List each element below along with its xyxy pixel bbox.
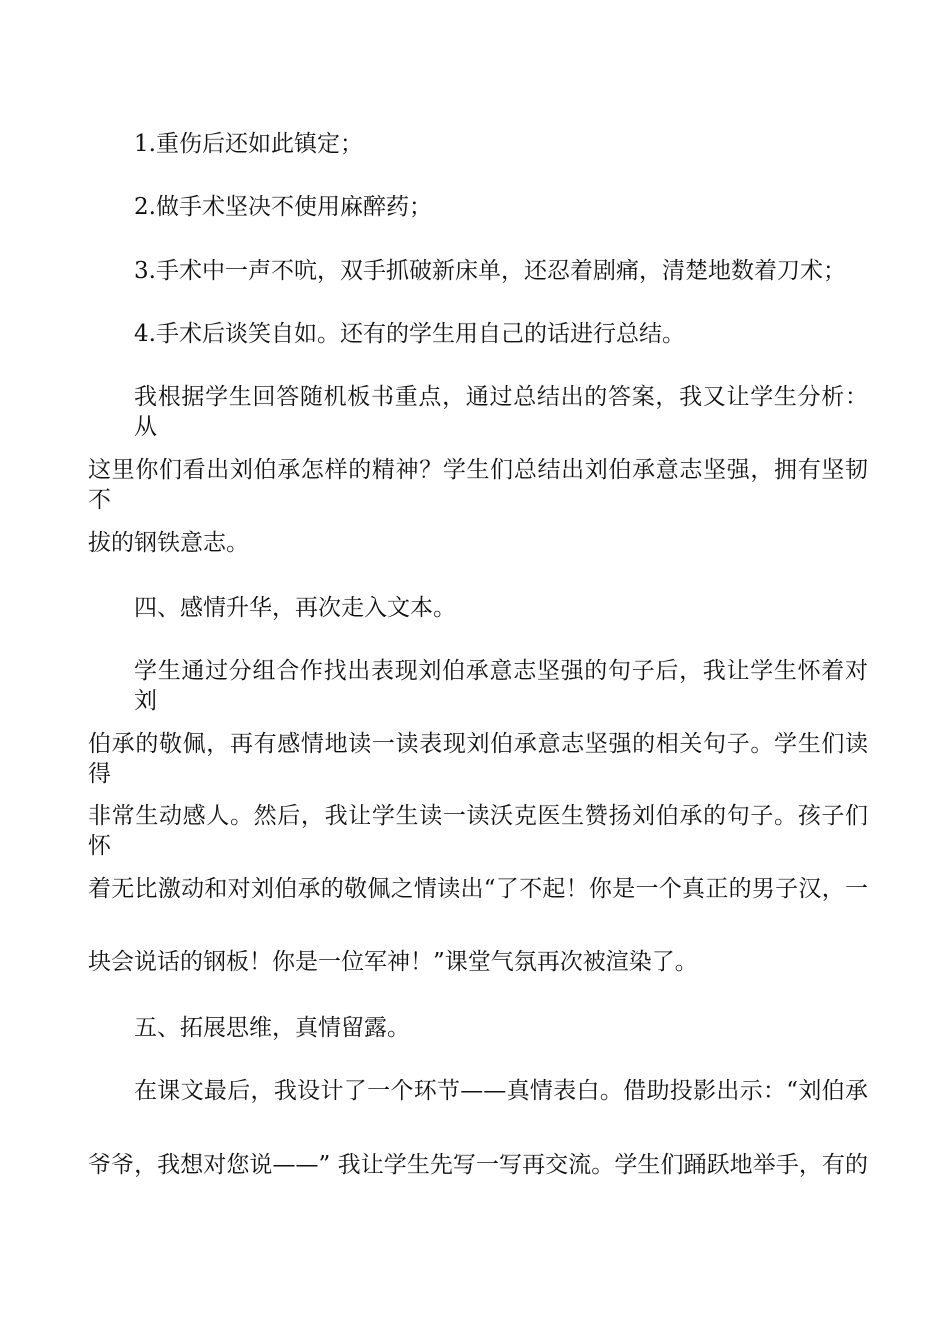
section-heading-5: 五、拓展思维，真情留露。	[134, 1015, 410, 1041]
paragraph-line: 学生通过分组合作找出表现刘伯承意志坚强的句子后，我让学生怀着对刘	[134, 658, 868, 714]
list-item-2: 2.做手术坚决不使用麻醉药；	[134, 194, 432, 220]
paragraph-line: 拔的钢铁意志。	[88, 530, 249, 556]
paragraph-line: 伯承的敬佩，再有感情地读一读表现刘伯承意志坚强的相关句子。学生们读得	[88, 731, 868, 787]
paragraph-line: 这里你们看出刘伯承怎样的精神？学生们总结出刘伯承意志坚强，拥有坚韧不	[88, 457, 868, 513]
list-item-1: 1.重伤后还如此镇定；	[134, 131, 363, 157]
section-heading-4: 四、感情升华，再次走入文本。	[134, 595, 456, 621]
list-item-4: 4.手术后谈笑自如。还有的学生用自己的话进行总结。	[134, 321, 685, 347]
paragraph-line: 我根据学生回答随机板书重点，通过总结出的答案，我又让学生分析：从	[134, 384, 868, 440]
paragraph-line: 在课文最后，我设计了一个环节——真情表白。借助投影出示：“刘伯承	[134, 1078, 868, 1104]
paragraph-line: 着无比激动和对刘伯承的敬佩之情读出“了不起！你是一个真正的男子汉，一	[88, 876, 868, 902]
paragraph-line: 非常生动感人。然后，我让学生读一读沃克医生赞扬刘伯承的句子。孩子们怀	[88, 803, 868, 859]
list-item-3: 3.手术中一声不吭，双手抓破新床单，还忍着剧痛，清楚地数着刀术；	[134, 258, 846, 284]
paragraph-line: 爷爷，我想对您说——” 我让学生先写一写再交流。学生们踊跃地举手，有的	[88, 1152, 868, 1178]
paragraph-line: 块会说话的钢板！你是一位军神！”课堂气氛再次被渲染了。	[88, 949, 698, 975]
